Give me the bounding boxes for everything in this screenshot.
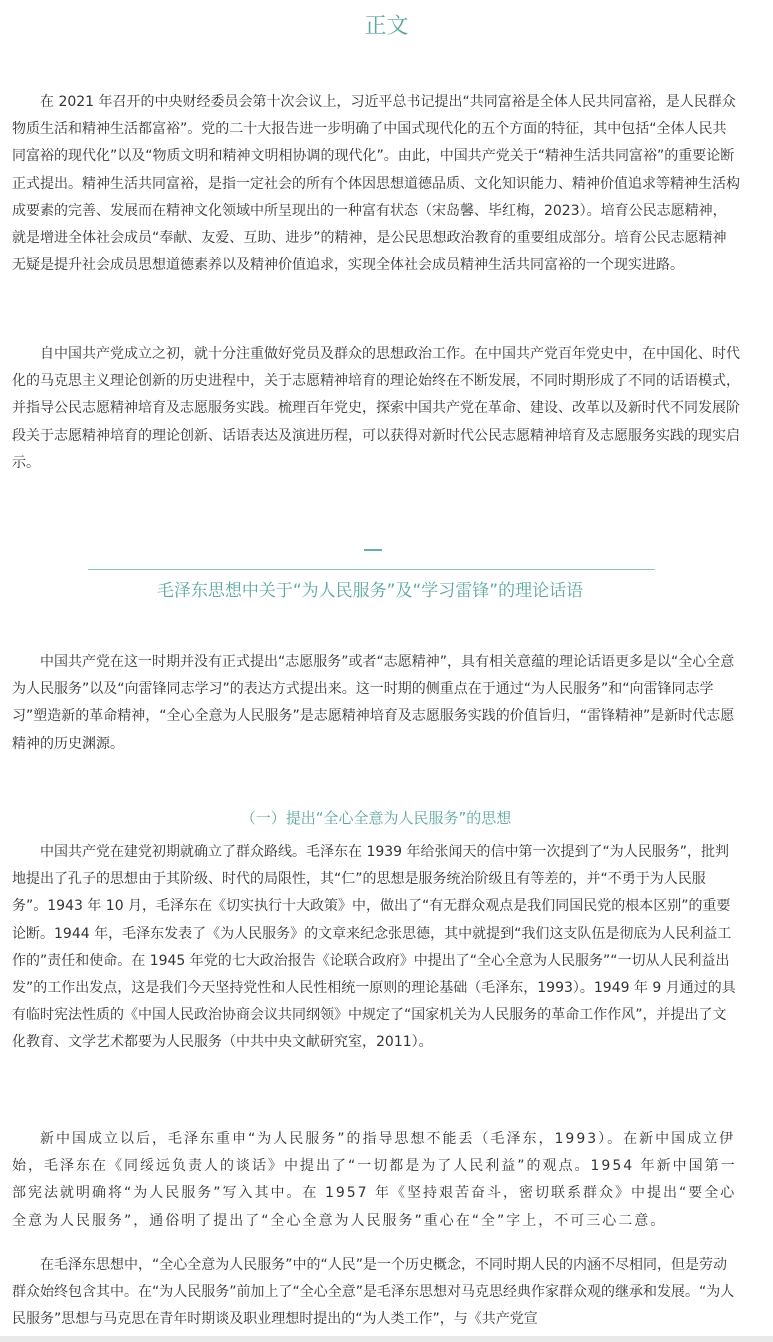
section-title: 毛泽东思想中关于“为人民服务”及“学习雷锋”的理论话语: [156, 581, 584, 601]
section-divider-line: [88, 569, 655, 570]
subsection-title: （一）提出“全心全意为人民服务”的思想: [240, 809, 512, 827]
subsection-paragraph-3: 在毛泽东思想中，“全心全意为人民服务”中的“人民”是一个历史概念，不同时期人民的内涵不尽相同，但是劳动群众始终包含其中。在“为人民服务”前加上了“全心全意”是毛泽东思想对马克思经典作家群众观的继承和发展。“为人民服务”思想与马克思在青年时期谈及职业理想时提出的“为人类工作”，与《共产党宣: [12, 1257, 735, 1328]
intro-paragraph-1: 在 2021 年召开的中央财经委员会第十次会议上，习近平总书记提出“共同富裕是全体人民共同富裕，是人民群众物质生活和精神生活都富裕”。党的二十大报告进一步明确了中国式现代化的五个方面的特征，其中包括“全体人民共同富裕的现代化”以及“物质文明和精神文明相协调的现代化”。由此，中国共产党关于“精神生活共同富裕”的重要论断正式提出。精神生活共同富裕，是指一定社会的所有个体因思想道德品质、文化知识能力、精神价值追求等精神生活构成要素的完善、发展而在精神文化领域中所呈现出的一种富有状态（宋岛馨、毕红梅，2023）。培育公民志愿精神，就是增进全体社会成员“奉献、友爱、互助、进步”的精神，是公民思想政治教育的重要组成部分。培育公民志愿精神无疑是提升社会成员思想道德素养以及精神价值追求，实现全体社会成员精神生活共同富裕的一个现实进路。: [12, 94, 740, 274]
subsection-paragraph-1: 中国共产党在建党初期就确立了群众路线。毛泽东在 1939 年给张闻天的信中第一次提到了“为人民服务”，批判地提出了孔子的思想由于其阶级、时代的局限性，其“仁”的思想是服务统治阶级且有等差的，并“不勇于为人民服务”。1943 年 10 月，毛泽东在《切实执行十大政策》中，做出了“有无群众观点是我们同国民党的根本区别”的重要论断。1944 年，毛泽东发表了《为人民服务》的文章来纪念张思德，其中就提到“我们这支队伍是彻底为人民利益工作的”责任和使命。在 1945 年党的七大政治报告《论联合政府》中提出了“全心全意为人民服务”“一切从人民利益出发”的工作出发点，这是我们今天坚持党性和人民性相统一原则的理论基础（毛泽东，1993）。1949 年 9 月通过的具有临时宪法性质的《中国人民政治协商会议共同纲领》中规定了“国家机关为人民服务的革命工作作风”，并提出了文化教育、文学艺术都要为人民服务（中共中央文献研究室，2011）。: [12, 844, 736, 1051]
page-title: 正文: [364, 14, 409, 39]
section-intro-paragraph: 中国共产党在这一时期并没有正式提出“志愿服务”或者“志愿精神”，具有相关意蕴的理论话语更多是以“全心全意为人民服务”以及“向雷锋同志学习”的表达方式提出来。这一时期的侧重点在于通过“为人民服务”和“向雷锋同志学习”塑造新的革命精神，“全心全意为人民服务”是志愿精神培育及志愿服务实践的价值旨归，“雷锋精神”是新时代志愿精神的历史渊源。: [12, 654, 735, 752]
subsection-paragraph-2: 新中国成立以后，毛泽东重申“为人民服务”的指导思想不能丢（毛泽东，1993）。在新中国成立伊始，毛泽东在《同绥远负责人的谈话》中提出了“一切都是为了人民利益”的观点。1954 年新中国第一部宪法就明确将“为人民服务”写入其中。在 1957 年《坚持艰苦奋斗，密切联系群众》中提出“要全心全意为人民服务”，通俗明了提出了“全心全意为人民服务”重心在“全”字上，不可三心二意。: [12, 1131, 737, 1229]
horizontal-scrollbar[interactable]: [0, 1336, 773, 1342]
section-divider-dash: [364, 549, 382, 551]
intro-paragraph-2: 自中国共产党成立之初，就十分注重做好党员及群众的思想政治工作。在中国共产党百年党史中，在中国化、时代化的马克思主义理论创新的历史进程中，关于志愿精神培育的理论始终在不断发展，不同时期形成了不同的话语模式，并指导公民志愿精神培育及志愿服务实践。梳理百年党史，探索中国共产党在革命、建设、改革以及新时代不同发展阶段关于志愿精神培育的理论创新、话语表达及演进历程，可以获得对新时代公民志愿精神培育及志愿服务实践的现实启示。: [12, 346, 740, 471]
